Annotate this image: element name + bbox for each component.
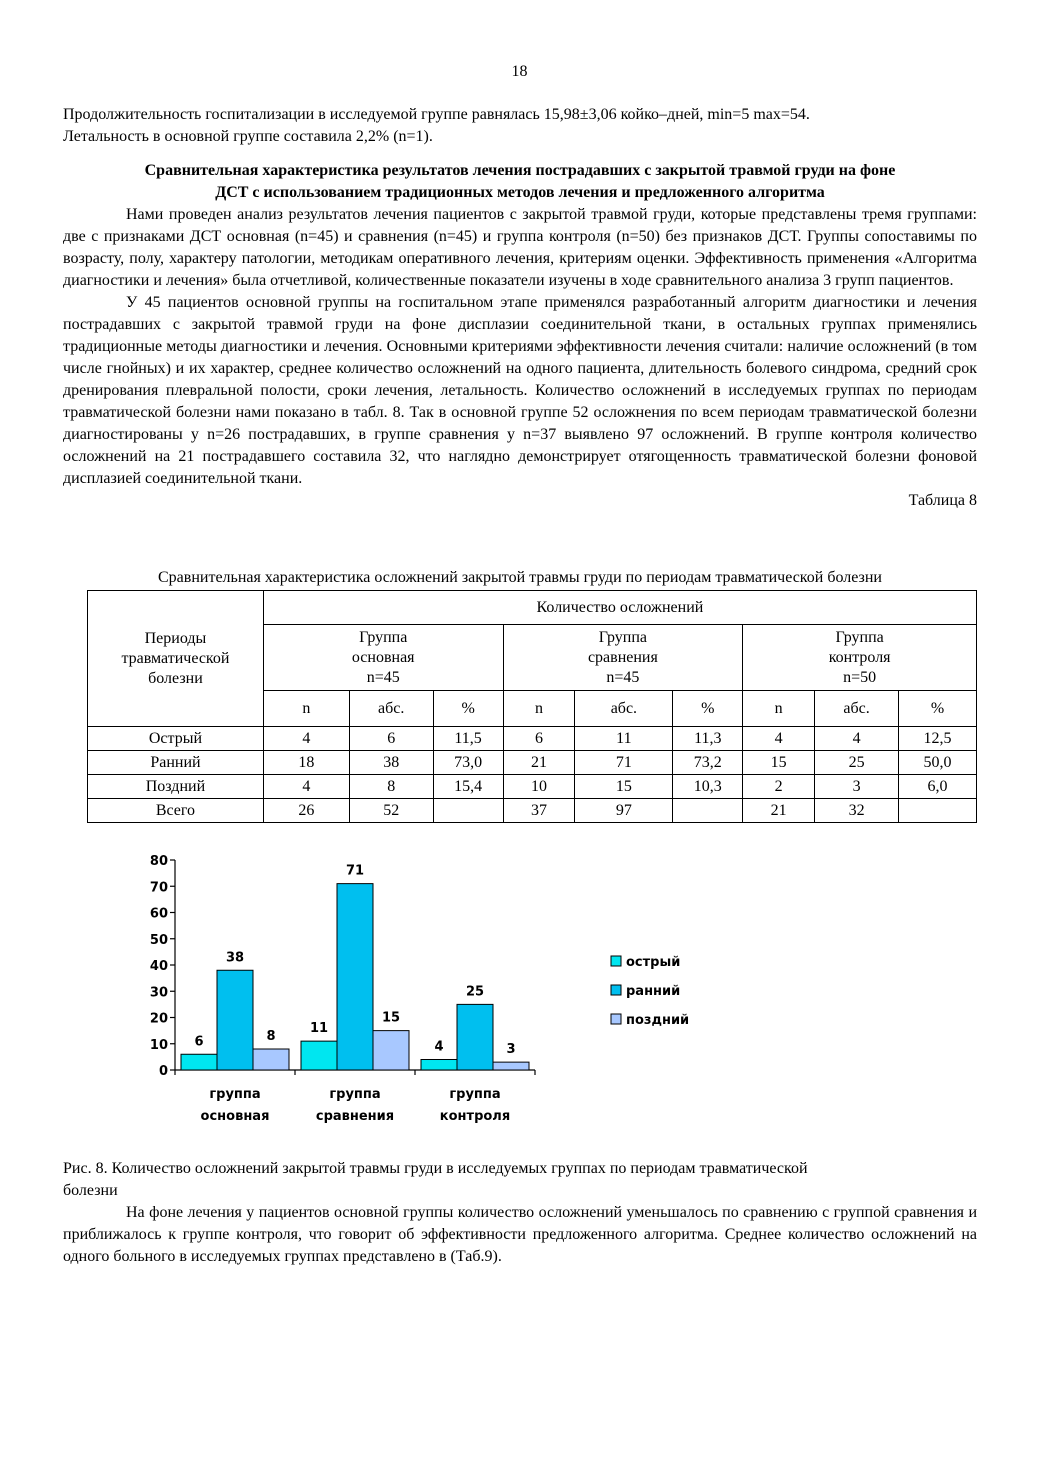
y-tick-label: 70 (149, 880, 168, 896)
intro-text (63, 104, 977, 148)
intro-line-1: Продолжительность госпитализации в исследуемой группе равнялась 15,98±3,06 койко–дней, min=5 max=54. (63, 106, 810, 123)
table-cell: 6,0 (899, 775, 977, 799)
table-row (88, 799, 977, 823)
header-group: Группа основная n=45 (263, 625, 503, 691)
page-number: 18 (511, 63, 528, 80)
table-cell (899, 799, 977, 823)
table-row-period: Всего (88, 799, 264, 823)
closing-text (63, 1202, 977, 1268)
table-row (88, 775, 977, 799)
x-category-label: основная (200, 1109, 270, 1124)
table-cell: 11 (575, 727, 673, 751)
legend-label: острый (626, 955, 681, 970)
subheader: абс. (815, 691, 899, 727)
table-cell: 4 (743, 727, 815, 751)
subheader: % (433, 691, 503, 727)
x-category-label: контроля (439, 1109, 511, 1124)
subheader: абс. (575, 691, 673, 727)
table-caption: Сравнительная характеристика осложнений закрытой травмы груди по периодам травматической болезни (158, 569, 882, 586)
y-tick-label: 40 (149, 959, 168, 974)
table-row-period: Ранний (88, 751, 264, 775)
table-cell: 38 (349, 751, 433, 775)
y-tick-label: 60 (149, 906, 168, 922)
y-tick-label: 0 (158, 1064, 168, 1079)
table-cell: 37 (503, 799, 575, 823)
table-cell: 6 (503, 727, 575, 751)
x-category-label: сравнения (315, 1109, 395, 1124)
subheader: % (673, 691, 743, 727)
complications-chart (125, 848, 725, 1138)
body-text (63, 204, 977, 512)
data-label: 71 (345, 863, 365, 879)
table-cell: 12,5 (899, 727, 977, 751)
table-cell: 4 (263, 775, 349, 799)
table-row-period: Поздний (88, 775, 264, 799)
legend-label: ранний (626, 984, 681, 999)
bar (337, 884, 373, 1070)
legend-swatch (611, 985, 621, 995)
complications-table (87, 590, 977, 823)
table-cell: 25 (815, 751, 899, 775)
bar (373, 1031, 409, 1070)
table-cell: 15 (743, 751, 815, 775)
table-cell: 3 (815, 775, 899, 799)
legend-swatch (611, 1014, 621, 1024)
table-cell: 11,5 (433, 727, 503, 751)
table-cell: 2 (743, 775, 815, 799)
table-cell: 73,2 (673, 751, 743, 775)
section-heading-line-2: ДСТ с использованием традиционных методов лечения и предложенного алгоритма (215, 184, 825, 201)
table-label: Таблица 8 (908, 492, 977, 509)
data-label: 15 (381, 1010, 401, 1026)
subheader: абс. (349, 691, 433, 727)
subheader: n (503, 691, 575, 727)
table-cell: 21 (743, 799, 815, 823)
table-cell: 97 (575, 799, 673, 823)
table-cell: 71 (575, 751, 673, 775)
bar (457, 1004, 493, 1070)
bar (301, 1041, 337, 1070)
table-cell (673, 799, 743, 823)
subheader: n (743, 691, 815, 727)
table-cell: 4 (263, 727, 349, 751)
y-tick-label: 50 (149, 932, 168, 948)
paragraph: Нами проведен анализ результатов лечения пациентов с закрытой травмой груди, которые представлены тремя группами: две с признаками ДСТ основная (n=45) и сравнения (n=45) и группа контроля (n=50) без признаков ДСТ. Группы сопоставимы по возрасту, полу, характеру патологии, методикам оперативного лечения, критериям оценки. Эффективность применения «Алгоритма диагностики и лечения» была отчетливой, количественные показатели изучены в ходе сравнительного анализа 3 групп пациентов. (63, 206, 977, 289)
table-row (88, 727, 977, 751)
x-category-label: группа (449, 1087, 501, 1102)
header-group: Группа контроля n=50 (743, 625, 977, 691)
table-cell: 11,3 (673, 727, 743, 751)
data-label: 25 (465, 984, 485, 1000)
y-tick-label: 10 (149, 1037, 168, 1053)
section-heading-line-1: Сравнительная характеристика результатов лечения пострадавших с закрытой травмой груди на фоне (144, 162, 896, 179)
table-cell: 18 (263, 751, 349, 775)
table-cell: 21 (503, 751, 575, 775)
table-row-period: Острый (88, 727, 264, 751)
y-tick-label: 80 (149, 854, 168, 869)
table-cell: 50,0 (899, 751, 977, 775)
section-heading (63, 160, 977, 204)
table-cell: 52 (349, 799, 433, 823)
table-cell (433, 799, 503, 823)
header-group: Группа сравнения n=45 (503, 625, 743, 691)
y-tick-label: 30 (149, 985, 168, 1001)
intro-line-2: Летальность в основной группе составила 2,2% (n=1). (63, 128, 433, 145)
data-label: 38 (225, 950, 245, 966)
paragraph: У 45 пациентов основной группы на госпитальном этапе применялся разработанный алгоритм диагностики и лечения пострадавших с закрытой травмой груди на фоне дисплазии соединительной ткани, в остальных группах применялись традиционные методы диагностики и лечения. Основными критериями эффективности лечения считали: наличие осложнений (в том числе гнойных) и их характер, среднее количество осложнений на одного пациента, длительность болевого синдрома, средний срок дренирования плевральной полости, сроки лечения, летальность. Количество осложнений в исследуемых группах по периодам травматической болезни нами показано в табл. 8. Так в основной группе 52 осложнения по всем периодам травматической болезни диагностированы у n=26 пострадавших, в группе сравнения у n=37 выявлено 97 осложнений. В группе контроля количество осложнений на 21 пострадавшего составила 32, что наглядно демонстрирует отягощенность травматической болезни фоновой дисплазией соединительной ткани. (63, 294, 977, 487)
closing-paragraph: На фоне лечения у пациентов основной группы количество осложнений уменьшалось по сравнению с группой сравнения и приближалось к группе контроля, что говорит об эффективности предложенного алгоритма. Среднее количество осложнений на одного больного в исследуемых группах представлено в (Таб.9). (63, 1204, 977, 1265)
subheader: n (263, 691, 349, 727)
table-cell: 26 (263, 799, 349, 823)
table-cell: 32 (815, 799, 899, 823)
table-cell: 15,4 (433, 775, 503, 799)
bar (217, 970, 253, 1070)
bar (253, 1049, 289, 1070)
bar (181, 1054, 217, 1070)
table-cell: 10 (503, 775, 575, 799)
figure-caption (63, 1158, 977, 1202)
data-label: 8 (266, 1029, 276, 1044)
y-tick-label: 20 (149, 1011, 168, 1027)
table-row (88, 751, 977, 775)
header-count: Количество осложнений (263, 591, 976, 625)
legend-label: поздний (626, 1013, 690, 1028)
x-category-label: группа (209, 1087, 261, 1102)
subheader: % (899, 691, 977, 727)
data-label: 6 (194, 1034, 204, 1050)
header-period: Периоды травматической болезни (88, 591, 264, 727)
legend-swatch (611, 956, 621, 966)
table-cell: 4 (815, 727, 899, 751)
table-cell: 6 (349, 727, 433, 751)
chart-svg (125, 848, 725, 1138)
table-cell: 8 (349, 775, 433, 799)
figure-caption-line-1: Рис. 8. Количество осложнений закрытой травмы груди в исследуемых группах по периодам травматической (63, 1160, 808, 1177)
data-label: 3 (506, 1042, 516, 1058)
table-cell: 10,3 (673, 775, 743, 799)
x-category-label: группа (329, 1087, 381, 1102)
data-label: 4 (434, 1039, 444, 1055)
data-label: 11 (309, 1021, 329, 1037)
table-cell: 73,0 (433, 751, 503, 775)
bar (421, 1060, 457, 1071)
table-cell: 15 (575, 775, 673, 799)
figure-caption-line-2: болезни (63, 1182, 118, 1199)
bar (493, 1062, 529, 1070)
